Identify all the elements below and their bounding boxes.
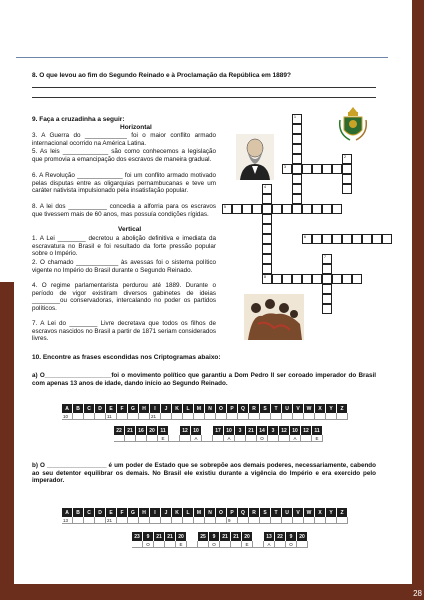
cipher-letter: K	[172, 404, 183, 413]
crossword-cell[interactable]	[292, 194, 302, 204]
cipher-answer-cell[interactable]: E	[312, 435, 323, 442]
cipher-answer-cell[interactable]	[169, 435, 180, 442]
cipher-answer-cell[interactable]: A	[224, 435, 235, 442]
cipher-letter: D	[95, 404, 106, 413]
crossword-cell[interactable]	[322, 254, 332, 264]
crossword-cell[interactable]	[282, 274, 292, 284]
cipher-letter: H	[139, 508, 150, 517]
cipher-code-cell: 10	[191, 426, 202, 435]
crossword-cell[interactable]	[262, 244, 272, 254]
cipher-key-cell[interactable]	[95, 517, 106, 524]
cipher-answer-cell[interactable]: O	[286, 541, 297, 548]
cipher-answer-row[interactable]	[114, 435, 323, 442]
cipher-answer-cell[interactable]	[213, 435, 224, 442]
cipher-letter: E	[106, 508, 117, 517]
cipher-answer-cell[interactable]: A	[191, 435, 202, 442]
crossword-cell[interactable]	[312, 204, 322, 214]
crossword-cell[interactable]	[272, 204, 282, 214]
cipher-key-cell[interactable]	[249, 517, 260, 524]
cipher-answer-cell[interactable]	[154, 541, 165, 548]
cipher-letter: O	[216, 404, 227, 413]
cipher-answer-cell[interactable]: A	[290, 435, 301, 442]
cipher-answer-cell[interactable]	[301, 435, 312, 442]
cipher-answer-cell[interactable]	[165, 541, 176, 548]
question-10-title: 10. Encontre as frases escondidas nos Criptogramas abaixo:	[32, 354, 221, 361]
cipher-key-cell[interactable]	[183, 413, 194, 420]
cipher-answer-cell[interactable]	[235, 435, 246, 442]
cipher-key-cell[interactable]	[205, 413, 216, 420]
cipher-alphabet-row	[62, 404, 348, 413]
cipher-letter: S	[260, 404, 271, 413]
cipher-code-cell	[187, 532, 198, 541]
cipher-key-cell[interactable]	[172, 413, 183, 420]
crossword-cell[interactable]	[382, 234, 392, 244]
answer-line-1[interactable]	[32, 87, 376, 88]
crossword-cell[interactable]	[342, 274, 352, 284]
cipher-code-cell: 21	[246, 426, 257, 435]
cipher-key-cell[interactable]: 11	[106, 413, 117, 420]
crossword-clue-number: 6	[304, 235, 306, 239]
cipher-letter: U	[282, 404, 293, 413]
cipher-answer-cell[interactable]	[231, 541, 242, 548]
crossword-cell[interactable]	[332, 164, 342, 174]
crossword-cell[interactable]	[322, 304, 332, 314]
cipher-answer-cell[interactable]	[114, 435, 125, 442]
crossword-cell[interactable]	[292, 184, 302, 194]
crossword-cell[interactable]	[292, 274, 302, 284]
crossword-cell[interactable]	[222, 204, 232, 214]
cipher-key-cell[interactable]	[161, 517, 172, 524]
cipher-letter: I	[150, 404, 161, 413]
crossword-cell[interactable]	[262, 254, 272, 264]
cipher-answer-cell[interactable]: O	[209, 541, 220, 548]
cipher-answer-cell[interactable]: O	[257, 435, 268, 442]
crossword-cell[interactable]	[262, 214, 272, 224]
cipher-code-cell: 20	[242, 532, 253, 541]
cipher-code-cell: 21	[165, 532, 176, 541]
cipher-key-cell[interactable]	[260, 517, 271, 524]
cipher-code-cell: 23	[132, 532, 143, 541]
cipher-code-row	[114, 426, 323, 435]
cipher-code-cell: 3	[235, 426, 246, 435]
cipher-letter: I	[150, 508, 161, 517]
cipher-code-cell: 9	[286, 532, 297, 541]
cipher-code-cell: 22	[275, 532, 286, 541]
enslaved-people-illustration	[244, 294, 304, 340]
crossword-cell[interactable]	[322, 264, 332, 274]
crossword-cell[interactable]	[292, 204, 302, 214]
crossword-cell[interactable]	[322, 274, 332, 284]
cipher-letter: L	[183, 404, 194, 413]
cipher-answer-cell[interactable]	[125, 435, 136, 442]
cipher-key-cell[interactable]	[293, 517, 304, 524]
cipher-code-cell: 17	[213, 426, 224, 435]
cipher-code-cell: 11	[312, 426, 323, 435]
cryptogram-b-text: b) O _________________ é um poder de Estado que se sobrepõe aos demais poderes, necessariamente, cabendo ao seu detentor equilibrar os demais. No Brasil ele existiu durante a vigência do Império e era exercido pelo imperador.	[32, 462, 376, 485]
cipher-letter: B	[73, 404, 84, 413]
crossword-cell[interactable]	[302, 164, 312, 174]
question-8: 8. O que levou ao fim do Segundo Reinado e à Proclamação da República em 1889?	[32, 72, 291, 79]
cipher-code-cell: 10	[290, 426, 301, 435]
crossword-clue-number: 7	[324, 255, 326, 259]
cipher-letter: X	[315, 404, 326, 413]
cipher-key-cell[interactable]	[315, 517, 326, 524]
crossword-cell[interactable]	[332, 204, 342, 214]
cipher-code-cell: 22	[114, 426, 125, 435]
cipher-letter: Z	[337, 404, 348, 413]
cipher-answer-cell[interactable]	[187, 541, 198, 548]
cipher-key-cell[interactable]	[117, 517, 128, 524]
crossword-cell[interactable]	[302, 234, 312, 244]
crossword-cell[interactable]	[302, 204, 312, 214]
cipher-code-cell: 16	[136, 426, 147, 435]
cipher-key-cell[interactable]	[337, 517, 348, 524]
crossword-cell[interactable]	[362, 234, 372, 244]
cipher-letter: F	[117, 404, 128, 413]
cipher-letter: D	[95, 508, 106, 517]
cipher-key-cell[interactable]	[205, 517, 216, 524]
crossword-cell[interactable]	[322, 234, 332, 244]
crossword-cell[interactable]	[302, 274, 312, 284]
cipher-answer-cell[interactable]	[253, 541, 264, 548]
cipher-code-cell: 10	[224, 426, 235, 435]
cipher-letter: B	[73, 508, 84, 517]
clue-v2: 2. O chamado ____________ às avessas foi o sistema político vigente no Império do Brasil durante o Segundo Reinado.	[32, 259, 216, 274]
cipher-letter: J	[161, 508, 172, 517]
cipher-key-cell[interactable]	[216, 517, 227, 524]
cipher-answer-cell[interactable]	[147, 435, 158, 442]
coat-of-arms-image	[338, 106, 368, 142]
cryptogram-a-text: a) O___________________foi o movimento político que garantiu a Dom Pedro II ser coroado imperador do Brasil com apenas 13 anos de idade, dando início ao Segundo Reinado.	[32, 372, 376, 387]
cipher-key-cell[interactable]	[260, 413, 271, 420]
crossword-clue-number: 8	[264, 275, 266, 279]
cipher-key-cell[interactable]	[150, 517, 161, 524]
cipher-code-cell: 20	[147, 426, 158, 435]
clue-v4: 4. O regime parlamentarista perdurou até 1889. Durante o período de vigor existiram diversos gabinetes de ideias ________ou conservadoras, intercalando no poder os partidos políticos.	[32, 282, 216, 312]
cipher-key-row[interactable]	[62, 413, 348, 420]
cipher-key-cell[interactable]	[117, 413, 128, 420]
cipher-code-cell: 14	[257, 426, 268, 435]
crossword-cell[interactable]	[292, 114, 302, 124]
cipher-letter: Q	[238, 404, 249, 413]
cipher-letter: E	[106, 404, 117, 413]
cipher-code-cell	[169, 426, 180, 435]
cipher-code-cell: 21	[125, 426, 136, 435]
cipher-key-cell[interactable]	[315, 413, 326, 420]
cipher-letter: W	[304, 404, 315, 413]
cipher-code-cell: 12	[180, 426, 191, 435]
crossword-cell[interactable]	[312, 164, 322, 174]
cipher-letter: G	[128, 508, 139, 517]
crossword-cell[interactable]	[372, 234, 382, 244]
cipher-key-cell[interactable]	[73, 413, 84, 420]
clue-h6: 6. A Revolução _____________ foi um conflito armado motivado pelas disputas entre as oligarquias pernambucanas e teve um caráter nativista impulsionado pela insatisfação popular.	[32, 172, 216, 195]
cipher-answer-cell[interactable]	[132, 541, 143, 548]
cipher-letter: Y	[326, 404, 337, 413]
cipher-letter: M	[194, 508, 205, 517]
cipher-key-cell[interactable]	[172, 517, 183, 524]
page-border-right	[412, 0, 424, 600]
horizontal-label: Horizontal	[120, 124, 152, 131]
cipher-key-cell[interactable]	[293, 413, 304, 420]
cipher-code-row	[132, 532, 308, 541]
cipher-letter: V	[293, 508, 304, 517]
crossword-cell[interactable]	[262, 264, 272, 274]
page-number: 28	[413, 589, 422, 598]
crossword-cell[interactable]	[262, 184, 272, 194]
cipher-key-cell[interactable]	[238, 413, 249, 420]
crossword-cell[interactable]	[292, 154, 302, 164]
crossword-cell[interactable]	[322, 284, 332, 294]
cipher-key-cell[interactable]: 10	[62, 413, 73, 420]
cipher-key-cell[interactable]	[95, 413, 106, 420]
crossword-cell[interactable]	[322, 204, 332, 214]
cipher-key-cell[interactable]	[304, 517, 315, 524]
cipher-answer-cell[interactable]	[268, 435, 279, 442]
cipher-key-cell[interactable]	[84, 517, 95, 524]
cipher-code-cell: 11	[158, 426, 169, 435]
cipher-letter: W	[304, 508, 315, 517]
clue-v1: 1. A Lei ________ decretou a abolição definitiva e imediata da escravatura no Brasil e foi resultado da forte pressão popular sobre o Império.	[32, 235, 216, 258]
cipher-answer-cell[interactable]	[279, 435, 290, 442]
cipher-letter: H	[139, 404, 150, 413]
top-divider	[16, 57, 388, 58]
cipher-key-cell[interactable]	[139, 413, 150, 420]
cipher-code-cell	[202, 426, 213, 435]
cipher-letter: S	[260, 508, 271, 517]
page-border-bottom	[0, 584, 424, 600]
crossword-cell[interactable]	[232, 204, 242, 214]
cipher-key-cell[interactable]	[304, 413, 315, 420]
crossword-cell[interactable]	[342, 184, 352, 194]
cipher-answer-cell[interactable]: E	[158, 435, 169, 442]
cipher-code-cell: 21	[231, 532, 242, 541]
cipher-key-cell[interactable]: 21	[106, 517, 117, 524]
cipher-answer-cell[interactable]	[180, 435, 191, 442]
cipher-letter: P	[227, 404, 238, 413]
crossword-clue-number: 2	[344, 155, 346, 159]
cipher-key-cell[interactable]: 9	[227, 517, 238, 524]
cipher-key-cell[interactable]	[194, 413, 205, 420]
cipher-letter: R	[249, 404, 260, 413]
cipher-answer-cell[interactable]	[198, 541, 209, 548]
crossword-cell[interactable]	[322, 164, 332, 174]
cipher-answer-cell[interactable]	[246, 435, 257, 442]
cipher-key-cell[interactable]	[326, 517, 337, 524]
crossword-cell[interactable]	[332, 274, 342, 284]
cipher-answer-cell[interactable]: A	[264, 541, 275, 548]
cipher-key-cell[interactable]	[161, 413, 172, 420]
question-9-title: 9. Faça a cruzadinha a seguir:	[32, 116, 125, 123]
cipher-key-cell[interactable]: 13	[62, 517, 73, 524]
answer-line-2[interactable]	[32, 97, 376, 98]
crossword-cell[interactable]	[292, 134, 302, 144]
cipher-code-cell: 9	[209, 532, 220, 541]
page-border-left	[0, 282, 14, 600]
cipher-code-cell	[253, 532, 264, 541]
crossword-clue-number: 5	[224, 205, 226, 209]
crossword-cell[interactable]	[342, 174, 352, 184]
cipher-letter: Z	[337, 508, 348, 517]
cipher-letter: X	[315, 508, 326, 517]
crossword-cell[interactable]	[292, 124, 302, 134]
cipher-key-cell[interactable]	[73, 517, 84, 524]
cipher-letter: N	[205, 404, 216, 413]
cipher-answer-cell[interactable]	[136, 435, 147, 442]
cipher-letter: R	[249, 508, 260, 517]
cipher-letter: T	[271, 508, 282, 517]
cipher-code-cell: 12	[279, 426, 290, 435]
cipher-key-row[interactable]	[62, 517, 348, 524]
cipher-letter: L	[183, 508, 194, 517]
crossword-cell[interactable]	[292, 174, 302, 184]
cipher-letter: V	[293, 404, 304, 413]
clue-h3: 3. A Guerra do ____________ foi o maior conflito armado internacional ocorrido na América Latina.	[32, 132, 216, 147]
crossword-cell[interactable]	[312, 274, 322, 284]
cipher-letter: F	[117, 508, 128, 517]
crossword-clue-number: 3	[284, 165, 286, 169]
cipher-letter: C	[84, 508, 95, 517]
cipher-code-cell: 9	[143, 532, 154, 541]
cipher-key-cell[interactable]	[84, 413, 95, 420]
crossword-cell[interactable]	[322, 294, 332, 304]
vertical-label: Vertical	[118, 226, 142, 233]
crossword-cell[interactable]	[332, 234, 342, 244]
cipher-key-cell[interactable]	[183, 517, 194, 524]
emperor-portrait-image	[236, 134, 274, 180]
cipher-code-cell: 20	[297, 532, 308, 541]
crossword-cell[interactable]	[262, 194, 272, 204]
cipher-alphabet-row	[62, 508, 348, 517]
cipher-code-cell: 21	[154, 532, 165, 541]
crossword-cell[interactable]	[312, 234, 322, 244]
crossword-cell[interactable]	[242, 204, 252, 214]
crossword-cell[interactable]	[262, 224, 272, 234]
cipher-key-cell[interactable]	[271, 517, 282, 524]
crossword-cell[interactable]	[262, 204, 272, 214]
cipher-answer-cell[interactable]	[297, 541, 308, 548]
cipher-letter: Y	[326, 508, 337, 517]
clue-h8: 8. A lei dos ___________ concedia a alforria para os escravos que tivessem mais de 60 anos, mas possuía condições rígidas.	[32, 203, 216, 218]
crossword-clue-number: 4	[264, 185, 266, 189]
crossword-cell[interactable]	[252, 204, 262, 214]
cipher-letter: J	[161, 404, 172, 413]
cipher-key-cell[interactable]	[139, 517, 150, 524]
cipher-answer-cell[interactable]: E	[176, 541, 187, 548]
crossword-cell[interactable]	[262, 234, 272, 244]
crossword-cell[interactable]	[352, 274, 362, 284]
cipher-key-cell[interactable]	[271, 413, 282, 420]
clue-h5: 5. As leis _____________ são como conhecemos a legislação que promovia a emancipação dos escravos de maneira gradual.	[32, 148, 216, 163]
cipher-answer-cell[interactable]: E	[242, 541, 253, 548]
cipher-key-cell[interactable]	[128, 413, 139, 420]
cipher-key-cell[interactable]	[238, 517, 249, 524]
cipher-code-cell: 21	[220, 532, 231, 541]
cipher-letter: P	[227, 508, 238, 517]
cipher-code-cell: 3	[268, 426, 279, 435]
crossword-cell[interactable]	[262, 274, 272, 284]
cipher-code-cell: 20	[176, 532, 187, 541]
crossword-cell[interactable]	[272, 274, 282, 284]
cipher-key-cell[interactable]	[227, 413, 238, 420]
cipher-letter: T	[271, 404, 282, 413]
crossword-cell[interactable]	[342, 234, 352, 244]
crossword-cell[interactable]	[342, 154, 352, 164]
cipher-answer-cell[interactable]	[202, 435, 213, 442]
cipher-answer-cell[interactable]	[275, 541, 286, 548]
cipher-key-cell[interactable]	[249, 413, 260, 420]
cipher-letter: Q	[238, 508, 249, 517]
crossword-cell[interactable]	[282, 204, 292, 214]
cipher-letter: G	[128, 404, 139, 413]
cipher-answer-row[interactable]	[132, 541, 308, 548]
cipher-key-cell[interactable]	[216, 413, 227, 420]
crossword-cell[interactable]	[352, 234, 362, 244]
cipher-code-cell: 25	[198, 532, 209, 541]
cipher-key-cell[interactable]	[128, 517, 139, 524]
cipher-answer-cell[interactable]	[220, 541, 231, 548]
cipher-letter: N	[205, 508, 216, 517]
cipher-code-cell: 12	[301, 426, 312, 435]
cipher-letter: C	[84, 404, 95, 413]
cipher-key-cell[interactable]	[194, 517, 205, 524]
cipher-letter: M	[194, 404, 205, 413]
cipher-key-cell[interactable]	[337, 413, 348, 420]
cipher-letter: U	[282, 508, 293, 517]
cipher-letter: K	[172, 508, 183, 517]
cipher-letter: A	[62, 508, 73, 517]
cipher-letter: A	[62, 404, 73, 413]
cipher-code-cell: 13	[264, 532, 275, 541]
cipher-answer-cell[interactable]: O	[143, 541, 154, 548]
crossword-cell[interactable]	[282, 164, 292, 174]
crossword-cell[interactable]	[292, 164, 302, 174]
cipher-key-cell[interactable]: 21	[150, 413, 161, 420]
cipher-letter: O	[216, 508, 227, 517]
clue-v7: 7. A Lei do ________ Livre decretava que todos os filhos de escravos nascidos no Brasil a partir de 1871 seriam considerados livres.	[32, 320, 216, 343]
cipher-key-cell[interactable]	[326, 413, 337, 420]
cipher-key-cell[interactable]	[282, 413, 293, 420]
crossword-clue-number: 1	[294, 115, 296, 119]
crossword-cell[interactable]	[292, 144, 302, 154]
crossword-cell[interactable]	[342, 164, 352, 174]
cipher-key-cell[interactable]	[282, 517, 293, 524]
